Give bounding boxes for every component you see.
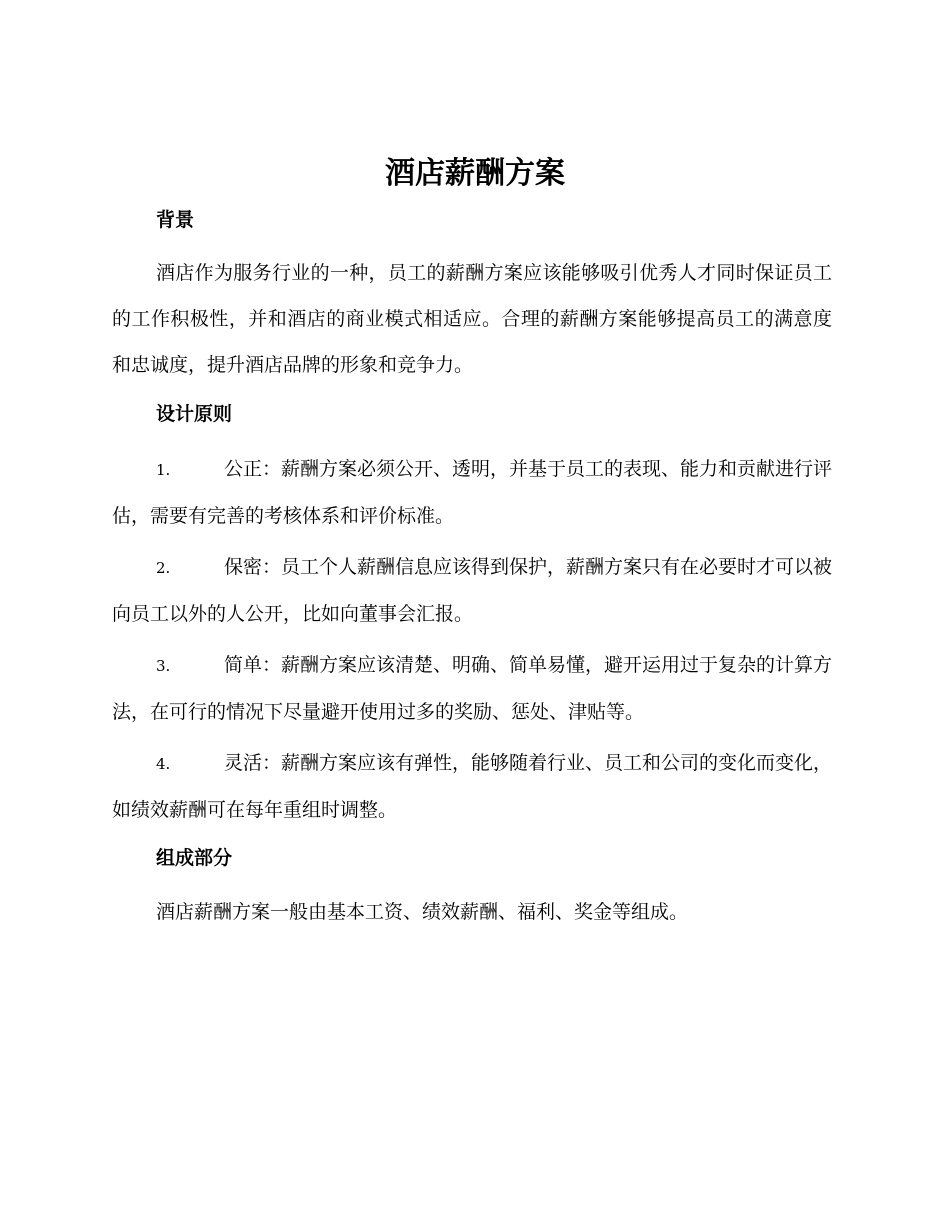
list-number: 2. xyxy=(156,559,171,577)
principle-text: 公正：薪酬方案必须公开、透明，并基于员工的表现、能力和贡献进行评估，需要有完善的考核体系和评价标准。 xyxy=(112,458,833,527)
principle-item-4 xyxy=(112,740,832,833)
principle-text: 灵活：薪酬方案应该有弹性，能够随着行业、员工和公司的变化而变化，如绩效薪酬可在每年重组时调整。 xyxy=(112,752,833,821)
principle-item-1 xyxy=(112,446,832,539)
section-heading-principles: 设计原则 xyxy=(156,403,233,425)
components-paragraph: 酒店薪酬方案一般由基本工资、绩效薪酬、福利、奖金等组成。 xyxy=(156,901,689,923)
section-heading-background: 背景 xyxy=(156,209,195,231)
section-heading-components: 组成部分 xyxy=(156,847,233,869)
principle-text: 保密：员工个人薪酬信息应该得到保护，薪酬方案只有在必要时才可以被向员工以外的人公开，比如向董事会汇报。 xyxy=(112,556,833,625)
list-number: 4. xyxy=(156,755,171,773)
background-paragraph: 酒店作为服务行业的一种，员工的薪酬方案应该能够吸引优秀人才同时保证员工的工作积极性，并和酒店的商业模式相适应。合理的薪酬方案能够提高员工的满意度和忠诚度，提升酒店品牌的形象和竞争力。 xyxy=(112,262,832,376)
principle-item-3 xyxy=(112,642,832,735)
list-number: 3. xyxy=(156,657,171,675)
document-title: 酒店薪酬方案 xyxy=(385,156,565,191)
principle-text: 简单：薪酬方案应该清楚、明确、简单易懂，避开运用过于复杂的计算方法，在可行的情况下尽量避开使用过多的奖励、惩处、津贴等。 xyxy=(112,654,833,723)
list-number: 1. xyxy=(156,461,171,479)
principle-item-2 xyxy=(112,544,832,637)
